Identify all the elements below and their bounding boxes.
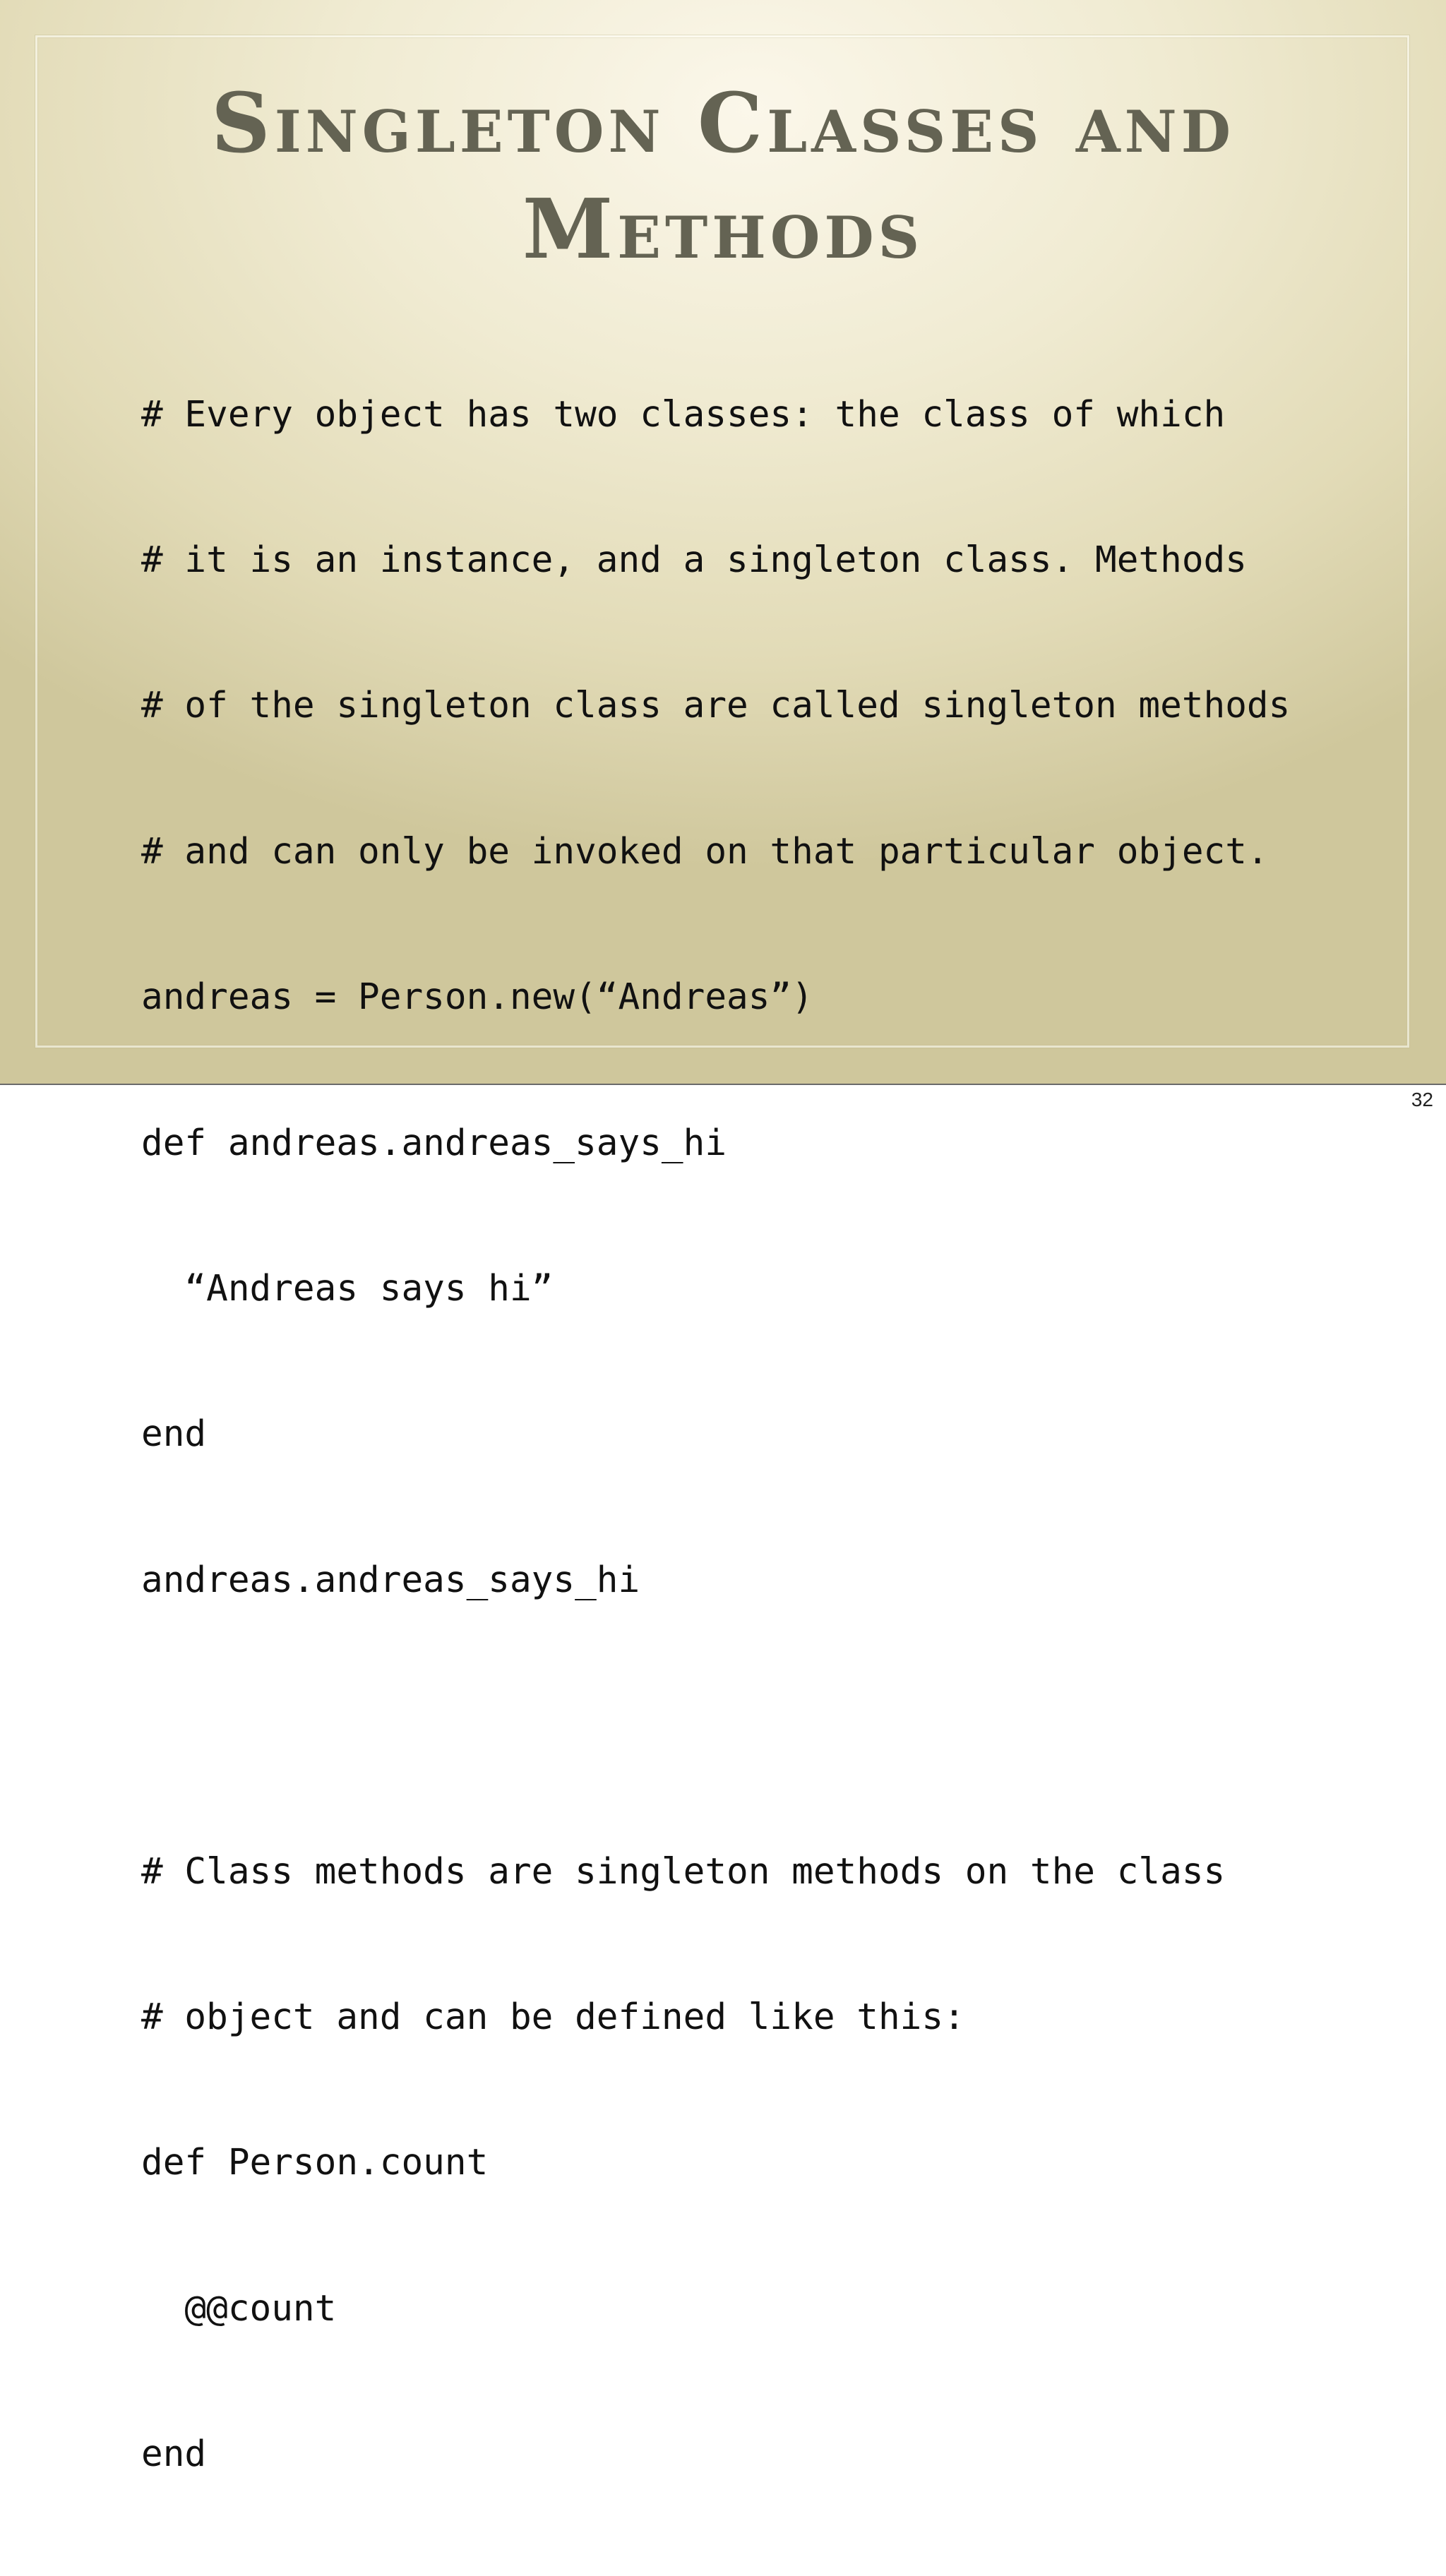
code-line: # object and can be defined like this: bbox=[141, 1996, 965, 2038]
code-line: @@count bbox=[141, 2287, 337, 2330]
code-line bbox=[141, 1702, 1290, 1751]
slide-title bbox=[0, 71, 1446, 282]
title-line: Methods bbox=[522, 181, 924, 277]
code-line: # it is an instance, and a singleton class. Methods bbox=[141, 539, 1247, 581]
code-line: # Class methods are singleton methods on the class bbox=[141, 1850, 1226, 1893]
code-line: # Every object has two classes: the class of which bbox=[141, 393, 1226, 436]
code-line: # and can only be invoked on that particular object. bbox=[141, 830, 1269, 873]
code-line: def andreas.andreas_says_hi bbox=[141, 1122, 727, 1164]
code-line: end bbox=[141, 2433, 207, 2476]
page-number: 32 bbox=[1411, 1089, 1433, 1110]
code-line: end bbox=[141, 1413, 207, 1456]
code-line: andreas.andreas_says_hi bbox=[141, 1559, 640, 1601]
code-line: # of the singleton class are called singleton methods bbox=[141, 685, 1291, 727]
title-line: Singleton Classes and bbox=[211, 76, 1235, 172]
code-line: “Andreas says hi” bbox=[141, 1267, 554, 1310]
code-block bbox=[141, 294, 1290, 2576]
code-line: andreas = Person.new(“Andreas”) bbox=[141, 976, 813, 1019]
code-line: def Person.count bbox=[141, 2142, 489, 2184]
